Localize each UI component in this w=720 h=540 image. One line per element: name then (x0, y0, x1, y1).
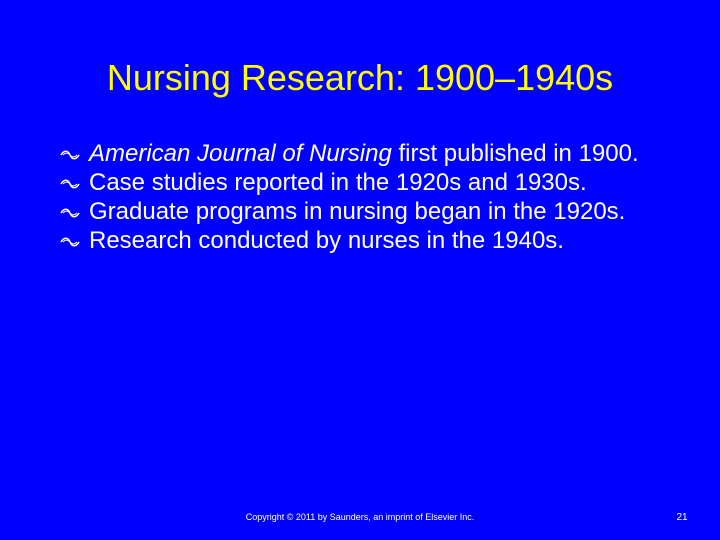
bullet-item (60, 168, 700, 197)
bullet-item (60, 226, 700, 255)
bullet-italic-text: American Journal of Nursing (89, 140, 392, 167)
bullet-text: Case studies reported in the 1920s and 1930s. (89, 169, 587, 196)
bullet-list (60, 139, 700, 255)
fleuron-ornament-icon (60, 236, 80, 248)
bullet-text: Research conducted by nurses in the 1940s. (89, 227, 564, 254)
copyright-footer: Copyright © 2011 by Saunders, an imprint of Elsevier Inc. (245, 512, 475, 522)
fleuron-ornament-icon (60, 207, 80, 219)
fleuron-ornament-icon (60, 178, 80, 190)
bullet-item (60, 197, 700, 226)
page-number: 21 (676, 512, 688, 523)
bullet-text: first published in 1900. (391, 140, 639, 167)
fleuron-ornament-icon (60, 149, 80, 161)
slide-title: Nursing Research: 1900–1940s (106, 57, 614, 98)
bullet-item (60, 139, 700, 168)
bullet-text: Graduate programs in nursing began in the 1920s. (89, 198, 626, 225)
